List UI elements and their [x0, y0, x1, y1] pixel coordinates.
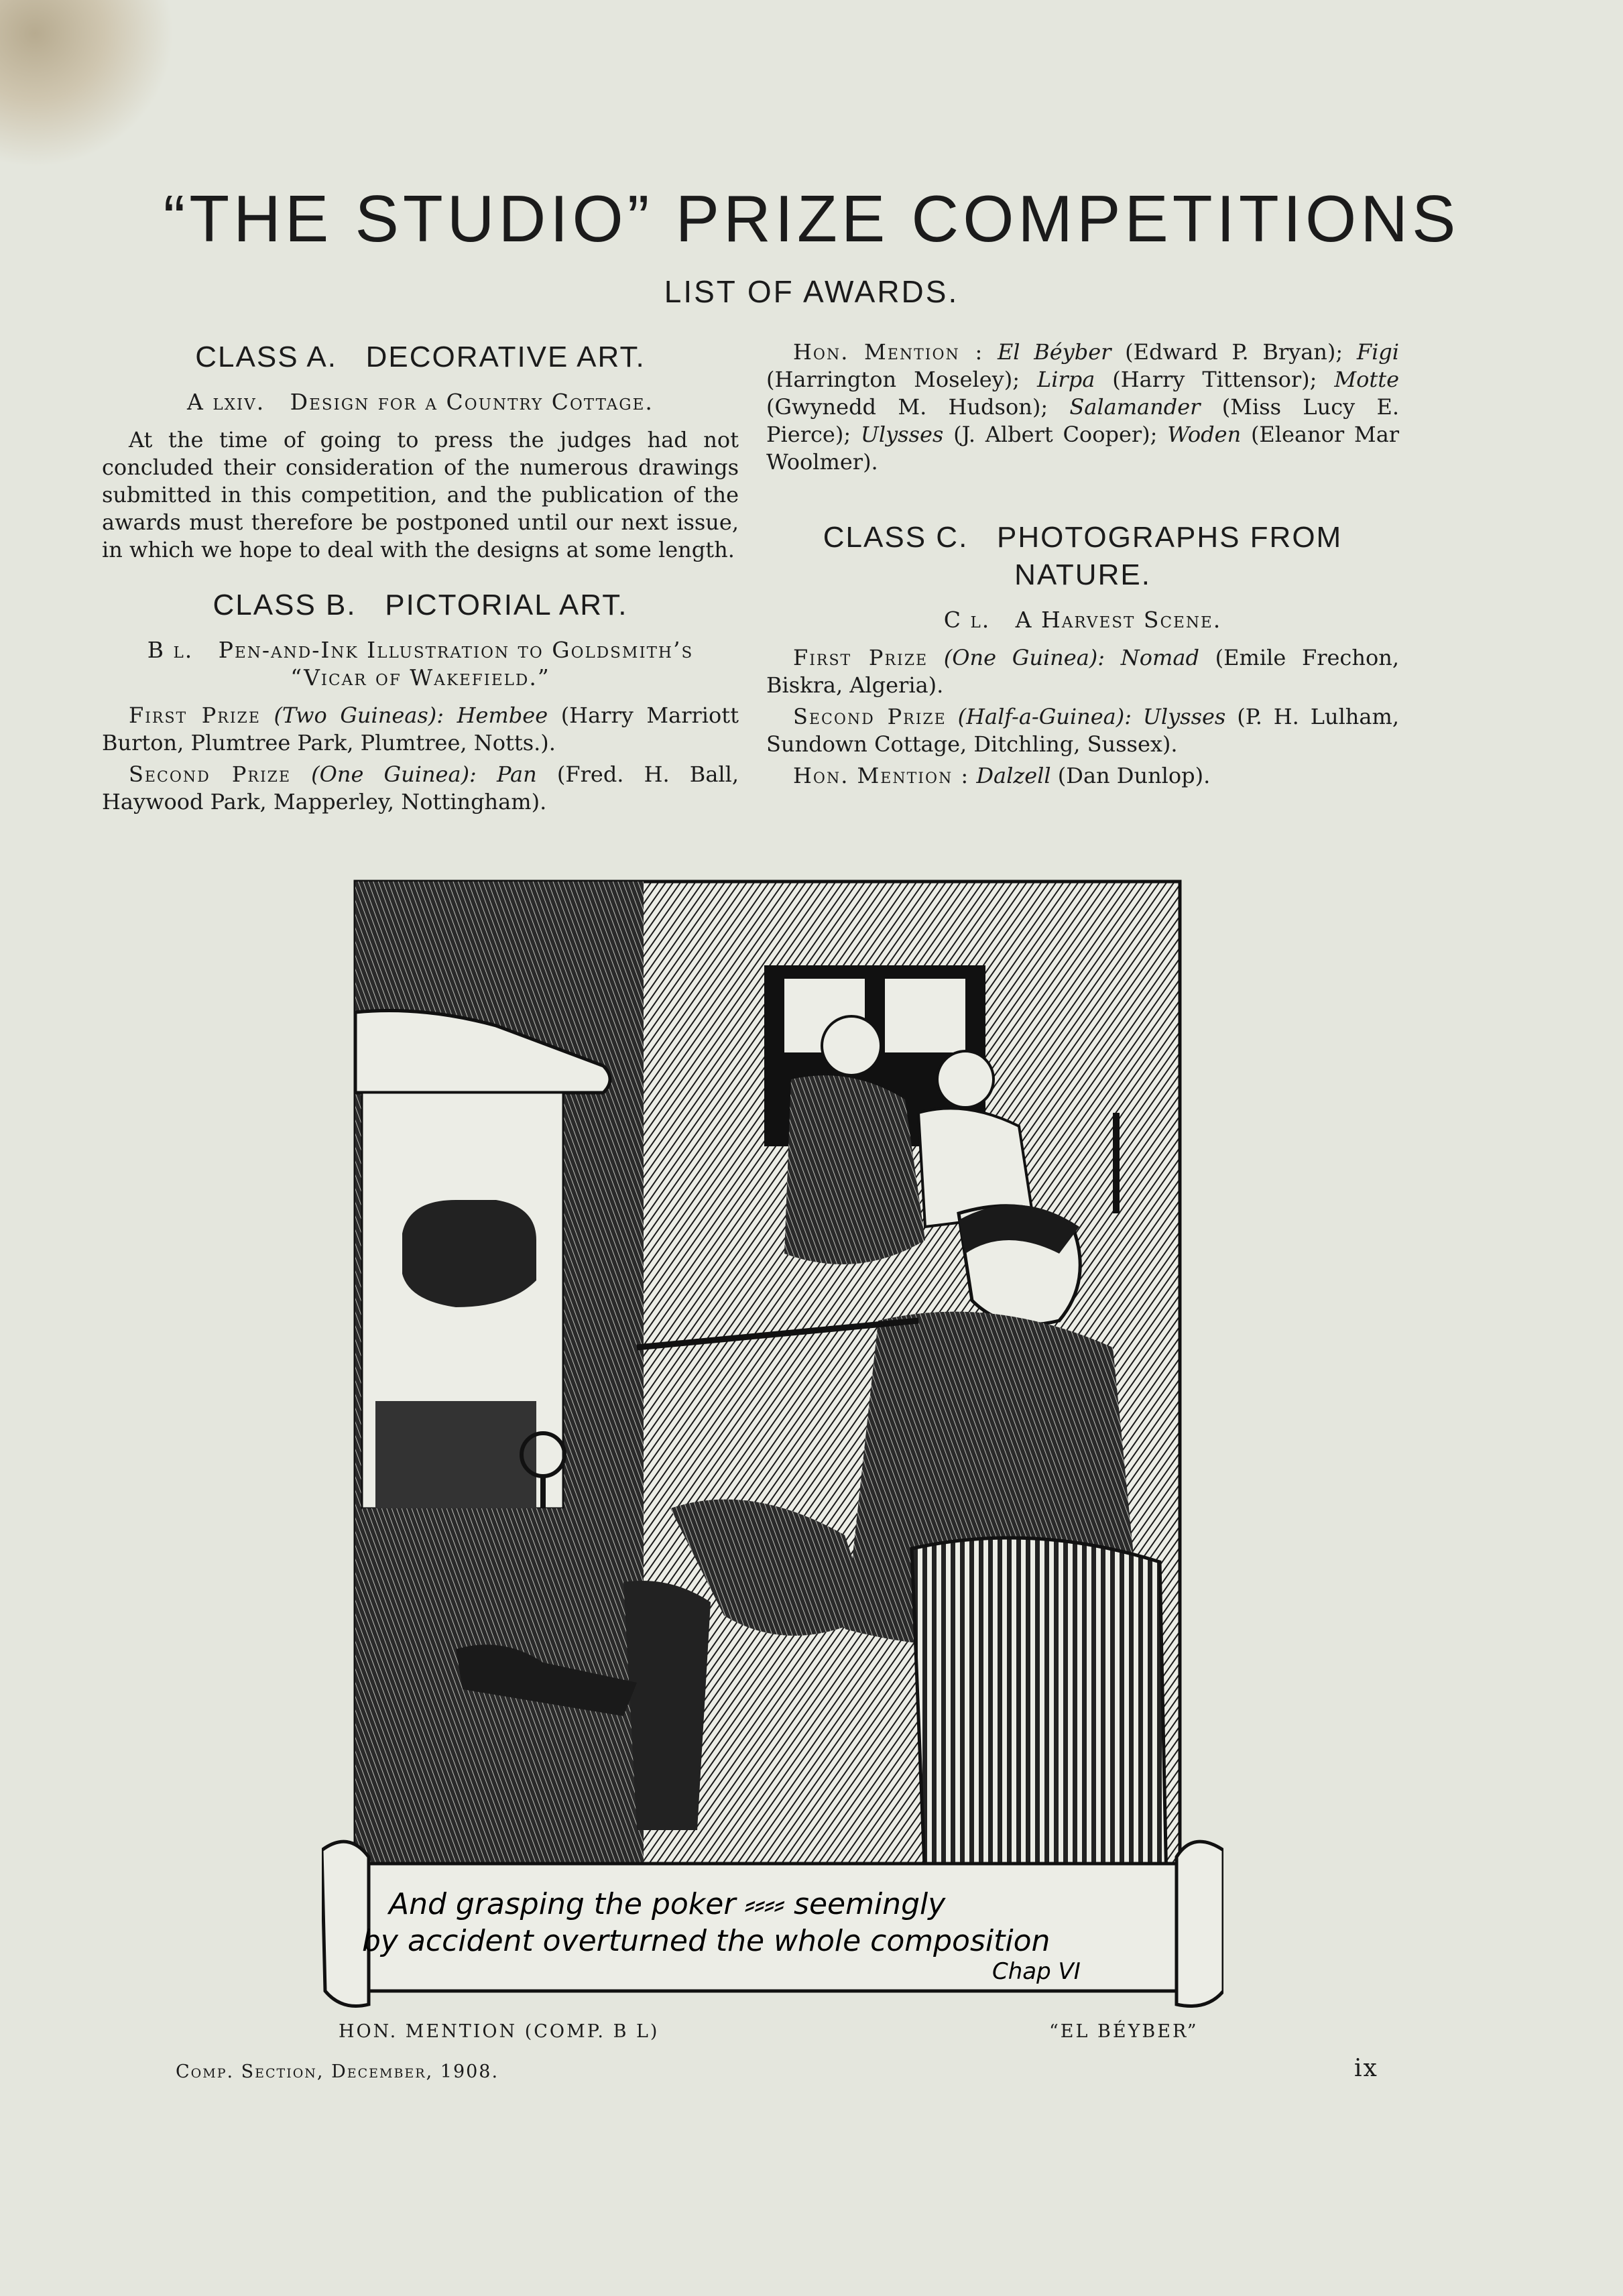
- class-a-subheading: A lxiv. Design for a Country Cottage.: [187, 389, 654, 415]
- hon-label: Hon. Mention :: [793, 763, 970, 788]
- hon-label: Hon. Mention :: [793, 339, 984, 365]
- right-column: [766, 339, 1399, 794]
- class-a-heading: CLASS A. DECORATIVE ART.: [195, 341, 646, 373]
- paper-stain: [0, 0, 174, 168]
- page-subtitle: LIST OF AWARDS.: [664, 274, 959, 309]
- hon-entry: Motte: [1334, 367, 1400, 392]
- left-column: [102, 339, 739, 820]
- hon-entry: El Béyber: [997, 339, 1111, 365]
- hon-entry: Lirpa: [1036, 367, 1095, 392]
- hon-entry: Figi: [1356, 339, 1400, 365]
- hon-entry: Woden: [1167, 422, 1242, 447]
- hon-entry: Salamander: [1069, 394, 1201, 420]
- illustration-entry-name: “EL BÉYBER”: [1049, 2021, 1199, 2042]
- prize-entry: (One Guinea): Pan: [311, 762, 537, 787]
- caption-line-3: Chap VI: [992, 1958, 1081, 1985]
- prize-winner: (Emile Frechon, Biskra, Algeria).: [766, 645, 1399, 698]
- class-c-subheading: C l. A Harvest Scene.: [943, 607, 1222, 633]
- class-a-body: At the time of going to press the judges had not concluded their consideration of the numerous drawings submitted in this competition, and the publication of the awards must therefore be postponed until our next issue, in which we hope to deal with the designs at some length.: [102, 427, 739, 562]
- prize-label: Second Prize: [793, 704, 947, 729]
- hon-person: (J. Albert Cooper);: [953, 422, 1158, 447]
- illustration-credit: HON. MENTION (COMP. B L): [339, 2021, 660, 2042]
- prize-label: First Prize: [793, 645, 928, 670]
- hon-entry: Ulysses: [860, 422, 944, 447]
- hon-person: (Miss Lucy E. Pierce);: [766, 394, 1399, 447]
- hon-person: (Eleanor Mar Woolmer).: [766, 422, 1400, 475]
- caption-line-2: by accident overturned the whole composition: [362, 1924, 1050, 1958]
- class-c-first-prize: [766, 644, 1399, 699]
- prize-entry: (One Guinea): Nomad: [943, 645, 1199, 670]
- class-b-hon-mentions: [766, 339, 1399, 476]
- prize-winner: (Fred. H. Ball, Haywood Park, Mapperley, Nottingham).: [102, 762, 739, 814]
- class-b-subheading: B l. Pen-and-Ink Illustration to Goldsmith’s: [147, 637, 694, 663]
- prize-entry: (Half-a-Guinea): Ulysses: [957, 704, 1226, 729]
- hon-entry: Dalzell: [976, 763, 1051, 788]
- class-c-heading-2: NATURE.: [1014, 558, 1151, 591]
- class-b-subheading-2: “Vicar of Wakefield.”: [290, 664, 550, 690]
- prize-label: First Prize: [129, 703, 261, 728]
- class-c-hon-mention: [766, 762, 1399, 790]
- illustration-vicar-of-wakefield: [322, 878, 1223, 2011]
- class-b-heading: CLASS B. PICTORIAL ART.: [213, 589, 628, 621]
- hon-person: (Gwynedd M. Hudson);: [766, 394, 1048, 420]
- class-b-second-prize: [102, 761, 739, 816]
- prize-winner: (Harry Marriott Burton, Plumtree Park, Plumtree, Notts.).: [102, 703, 739, 756]
- class-c-heading: CLASS C. PHOTOGRAPHS FROM: [823, 521, 1343, 554]
- hon-person: (Dan Dunlop).: [1057, 763, 1211, 788]
- hon-person: (Harrington Moseley);: [766, 367, 1020, 392]
- class-b-first-prize: [102, 702, 739, 757]
- page-title: “THE STUDIO” PRIZE COMPETITIONS: [163, 182, 1460, 255]
- hon-person: (Edward P. Bryan);: [1125, 339, 1343, 365]
- page-number: ix: [1354, 2055, 1378, 2082]
- prize-entry: (Two Guineas): Hembee: [274, 703, 548, 728]
- hon-person: (Harry Tittensor);: [1112, 367, 1317, 392]
- prize-winner: (P. H. Lulham, Sundown Cottage, Ditchling, Sussex).: [766, 704, 1399, 757]
- footer-section: Comp. Section, December, 1908.: [176, 2061, 499, 2082]
- class-c-second-prize: [766, 703, 1399, 758]
- prize-label: Second Prize: [129, 762, 291, 787]
- caption-line-1: And grasping the poker ⸗⸗⸗⸗ seemingly: [389, 1887, 946, 1921]
